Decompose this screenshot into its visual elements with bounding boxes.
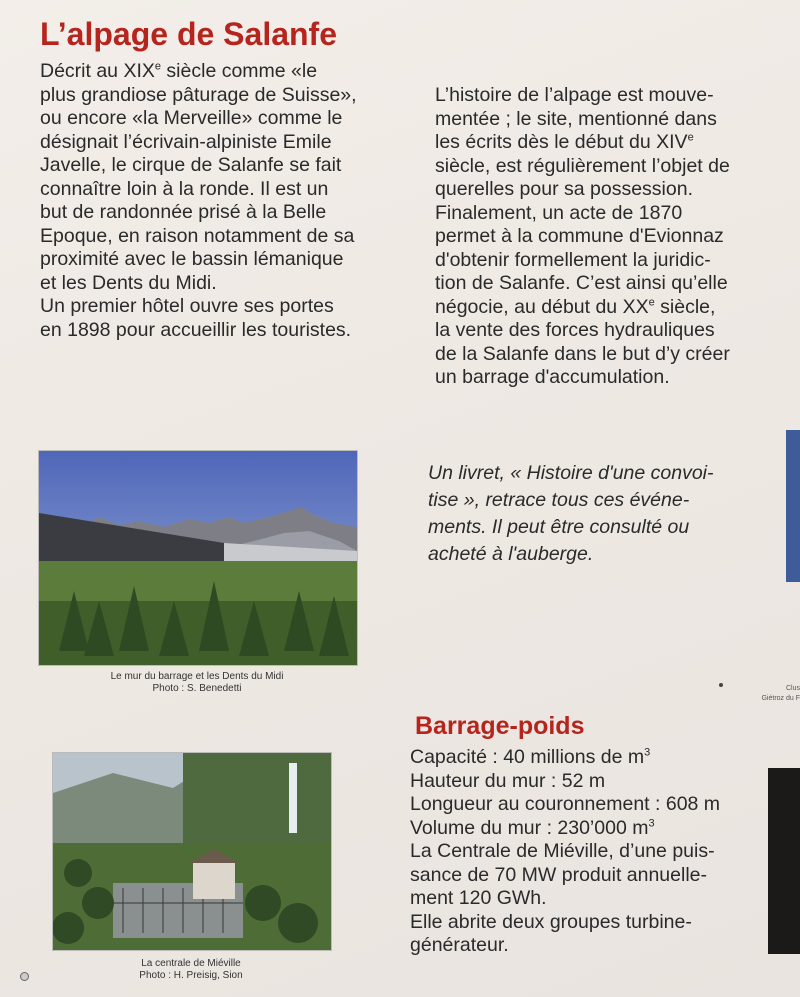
text-line [435, 249, 795, 273]
text-run: ment 120 GWh. [410, 887, 547, 909]
text-line [410, 746, 790, 770]
text-run: Longueur au couronnement : 608 m [410, 793, 721, 815]
power-station-photo [52, 752, 332, 951]
text-run: désignait l’écrivain-alpiniste Emile [40, 130, 332, 153]
dam-facts-list [410, 746, 790, 958]
text-line [435, 202, 795, 226]
text-run: permet à la commune d'Evionnaz [435, 225, 724, 247]
text-run: Un premier hôtel ouvre ses portes [40, 295, 334, 317]
superscript: 3 [648, 817, 655, 829]
text-run: générateur. [410, 934, 509, 956]
dam-caption-credit: Photo : S. Benedetti [152, 683, 242, 694]
superscript: e [154, 60, 162, 73]
text-line [410, 840, 790, 864]
text-line [410, 770, 790, 794]
text-run: la vente des forces hydrauliques [435, 319, 715, 341]
text-run: siècle comme «le [161, 60, 318, 82]
text-run: négocie, au début du XX [435, 295, 649, 318]
superscript: e [648, 296, 655, 308]
text-run: L’histoire de l’alpage est mouve- [435, 84, 714, 106]
adjacent-label-line1: Clus [785, 685, 800, 692]
text-line [410, 911, 790, 935]
page-title: L’alpage de Salanfe [40, 16, 337, 52]
power-station-illustration [53, 753, 331, 950]
superscript: e [687, 131, 694, 144]
text-run: querelles pour sa possession. [435, 178, 693, 200]
power-station-caption [52, 958, 330, 982]
text-run: Volume du mur : 230’000 m [410, 816, 649, 839]
text-line [410, 817, 790, 841]
panel-screw [20, 972, 29, 981]
text-line [435, 155, 795, 179]
text-line [435, 272, 795, 296]
adjacent-label-line2: Giétroz du F [761, 695, 800, 702]
text-run: de la Salanfe dans le but d’y créer [435, 342, 730, 365]
text-run: Elle abrite deux groupes turbine- [410, 910, 692, 933]
text-run: proximité avec le bassin lémanique [40, 248, 344, 270]
text-line [40, 107, 420, 131]
text-line [410, 887, 790, 911]
text-run: La Centrale de Miéville, d’une puis- [410, 840, 715, 862]
text-line [40, 248, 420, 272]
text-line [435, 296, 795, 320]
adjacent-panel-dark-edge [768, 768, 800, 954]
text-run: Finalement, un acte de 1870 [435, 201, 683, 224]
text-run: Un livret, « Histoire d'une convoi- [428, 462, 714, 484]
text-line [40, 225, 420, 249]
text-line [435, 131, 795, 155]
text-run: siècle, est régulièrement l’objet de [435, 154, 730, 177]
text-line [40, 178, 420, 202]
text-line [435, 366, 795, 390]
text-line [428, 460, 778, 487]
text-run: tion de Salanfe. C’est ainsi qu’elle [435, 272, 728, 294]
station-caption-credit: Photo : H. Preisig, Sion [139, 970, 243, 981]
text-run: but de randonnée prisé à la Belle [40, 201, 327, 223]
text-line [435, 108, 795, 132]
dam-caption-title: Le mur du barrage et les Dents du Midi [110, 671, 284, 682]
text-run: Epoque, en raison notamment de sa [40, 224, 355, 247]
text-line [428, 541, 778, 568]
intro-paragraph [40, 60, 420, 342]
text-line [40, 319, 420, 343]
text-run: ou encore «la Merveille» comme le [40, 107, 343, 129]
text-run: acheté à l'auberge. [428, 543, 594, 565]
text-run: et les Dents du Midi. [40, 271, 217, 294]
text-line [40, 295, 420, 319]
text-line [435, 343, 795, 367]
text-line [428, 514, 778, 541]
section-title: Barrage-poids [415, 712, 585, 740]
text-line [40, 154, 420, 178]
text-line [435, 319, 795, 343]
text-line [435, 84, 795, 108]
text-run: tise », retrace tous ces événe- [428, 489, 690, 511]
dot-mark [719, 683, 723, 687]
text-run: Hauteur du mur : 52 m [410, 769, 606, 792]
dam-wall-photo [38, 450, 358, 666]
history-paragraph [435, 84, 795, 390]
text-line [410, 934, 790, 958]
text-line [40, 131, 420, 155]
text-line [435, 225, 795, 249]
text-run: Javelle, le cirque de Salanfe se fait [40, 154, 342, 176]
dam-wall-illustration [39, 451, 357, 665]
text-run: en 1898 pour accueillir les touristes. [40, 318, 352, 341]
text-run: siècle, [654, 295, 716, 318]
text-run: connaître loin à la ronde. Il est un [40, 177, 329, 200]
text-run: ments. Il peut être consulté ou [428, 516, 690, 538]
dam-photo-caption [38, 671, 356, 695]
text-line [40, 201, 420, 225]
text-line [40, 272, 420, 296]
text-line [428, 487, 778, 514]
superscript: 3 [644, 746, 651, 759]
text-line [40, 84, 420, 108]
adjacent-panel-label [758, 684, 800, 704]
text-run: un barrage d'accumulation. [435, 366, 670, 388]
text-line [435, 178, 795, 202]
station-caption-title: La centrale de Miéville [141, 958, 241, 969]
text-run: mentée ; le site, mentionné dans [435, 107, 717, 130]
text-run: Décrit au XIX [40, 60, 155, 82]
adjacent-panel-blue-edge [786, 430, 800, 582]
text-run: Capacité : 40 millions de m [410, 746, 645, 768]
text-line [410, 793, 790, 817]
text-line [410, 864, 790, 888]
text-run: sance de 70 MW produit annuelle- [410, 863, 708, 886]
text-run: les écrits dès le début du XIV [435, 131, 688, 153]
text-run: d'obtenir formellement la juridic- [435, 248, 711, 271]
text-line [40, 60, 420, 84]
text-run: plus grandiose pâturage de Suisse», [40, 83, 357, 106]
booklet-note [428, 460, 778, 568]
